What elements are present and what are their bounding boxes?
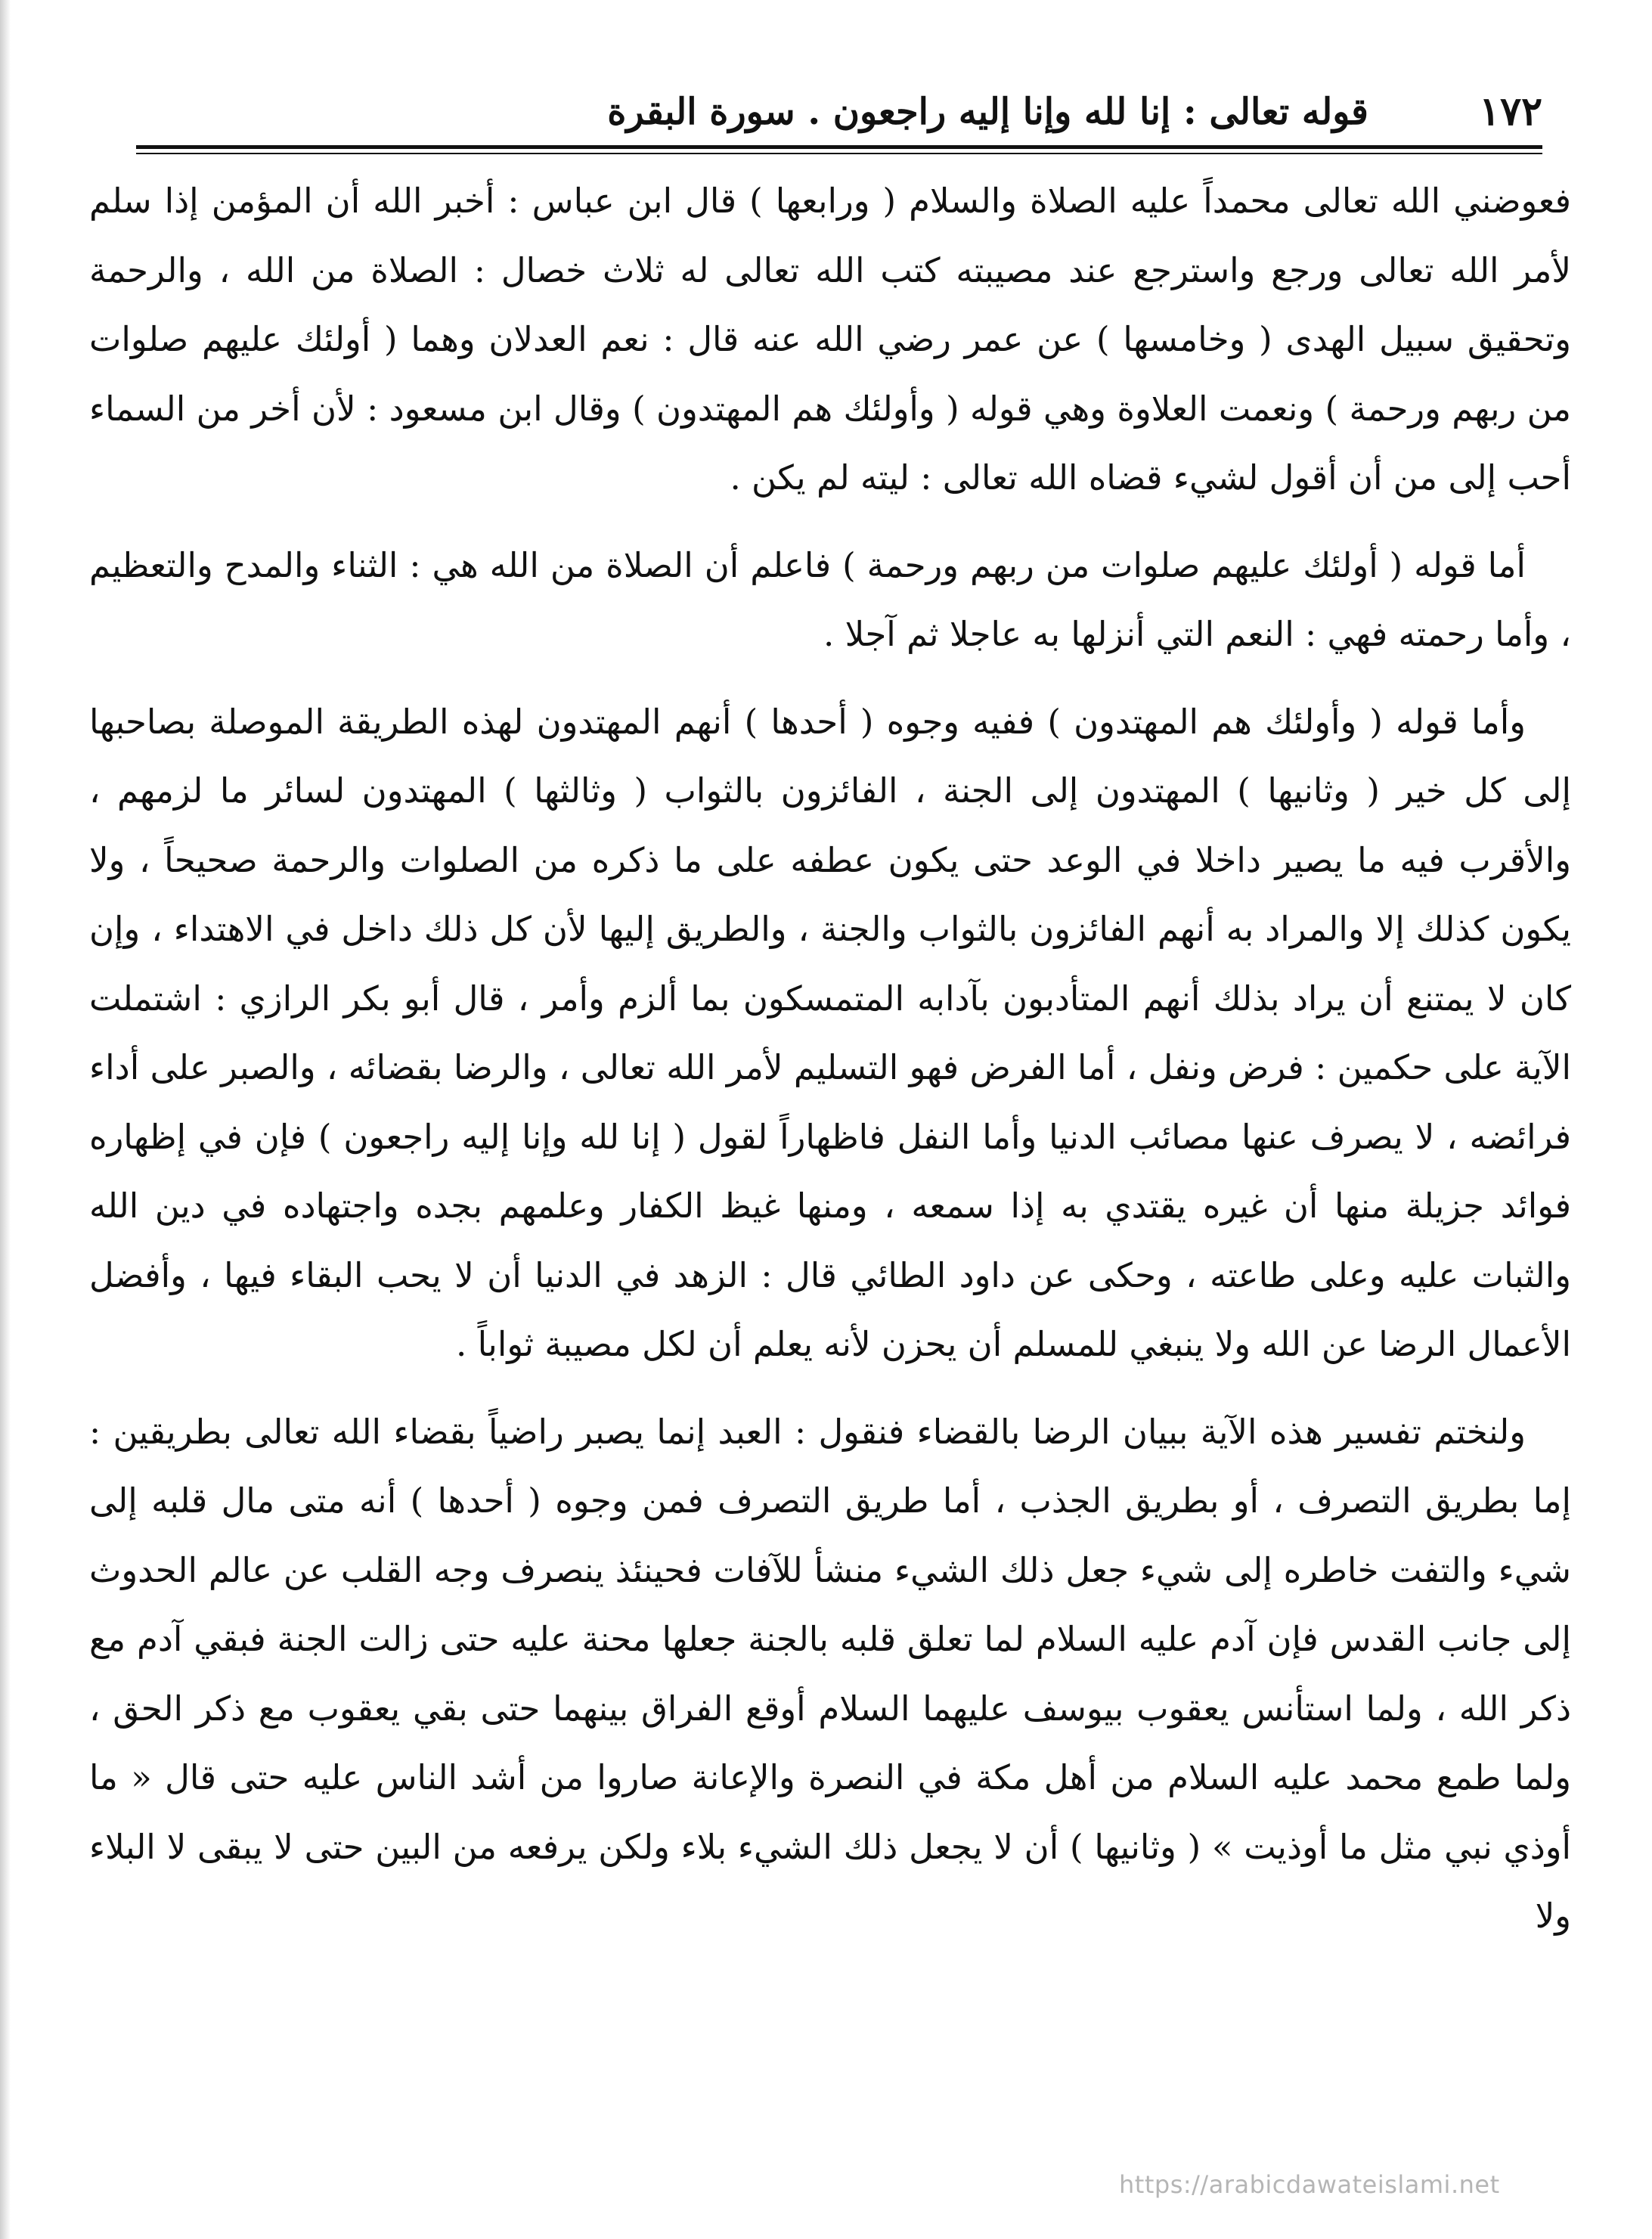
paragraph-3: وأما قوله ( وأولئك هم المهتدون ) ففيه وجوه ( أحدها ) أنهم المهتدون لهذه الطريقة الموصلة بصاحبها إلى كل خير ( وثانيها ) المهتدون إلى الجنة ، الفائزون بالثواب ( وثالثها ) المهتدون لسائر ما لزمهم ، والأقرب فيه ما يصير داخلا في الوعد حتى يكون عطفه على ما ذكره من الصلوات والرحمة صحيحاً ، ولا يكون كذلك إلا والمراد به أنهم الفائزون بالثواب والجنة ، والطريق إليها لأن كل ذلك داخل في الاهتداء ، وإن كان لا يمتنع أن يراد بذلك أنهم المتأدبون بآدابه المتمسكون بما ألزم وأمر ، قال أبو بكر الرازي : اشتملت الآية على حكمين : فرض ونفل ، أما الفرض فهو التسليم لأمر الله تعالى ، والرضا بقضائه ، والصبر على أداء فرائضه ، لا يصرف عنها مصائب الدنيا وأما النفل فاظهاراً لقول ( إنا لله وإنا إليه راجعون ) فإن في إظهاره فوائد جزيلة منها أن غيره يقتدي به إذا سمعه ، ومنها غيظ الكفار وعلمهم بجده واجتهاده في دين الله والثبات عليه وعلى طاعته ، وحكى عن داود الطائي قال : الزهد في الدنيا أن لا يحب البقاء فيها ، وأفضل الأعمال الرضا عن الله ولا ينبغي للمسلم أن يحزن لأنه يعلم أن لكل مصيبة ثواباً .	[89, 701, 1571, 1364]
page-header	[136, 82, 1542, 142]
header-rule-thin	[136, 153, 1542, 154]
paragraph-2: أما قوله ( أولئك عليهم صلوات من ربهم ورحمة ) فاعلم أن الصلاة من الله هي : الثناء والمدح والتعظيم ، وأما رحمته فهي : النعم التي أنزلها به عاجلا ثم آجلا .	[89, 544, 1571, 654]
body-text	[89, 166, 1571, 1951]
watermark-url: https://arabicdawateislami.net	[1119, 2170, 1500, 2199]
page-number: ١٧٢	[1479, 88, 1542, 135]
scan-edge-shadow	[0, 0, 11, 2239]
paragraph-4: ولنختم تفسير هذه الآية ببيان الرضا بالقضاء فنقول : العبد إنما يصبر راضياً بقضاء الله تعالى بطريقين : إما بطريق التصرف ، أو بطريق الجذب ، أما طريق التصرف فمن وجوه ( أحدها ) أنه متى مال قلبه إلى شيء والتفت خاطره إلى شيء جعل ذلك الشيء منشأ للآفات فحينئذ ينصرف وجه القلب عن عالم الحدوث إلى جانب القدس فإن آدم عليه السلام لما تعلق قلبه بالجنة جعلها محنة عليه حتى زالت الجنة فبقي آدم مع ذكر الله ، ولما استأنس يعقوب بيوسف عليهما السلام أوقع الفراق بينهما حتى بقي يعقوب مع ذكر الحق ، ولما طمع محمد عليه السلام من أهل مكة في النصرة والإعانة صاروا من أشد الناس عليه حتى قال « ما أوذي نبي مثل ما أوذيت » ( وثانيها ) أن لا يجعل ذلك الشيء بلاء ولكن يرفعه من البين حتى لا يبقى لا البلاء ولا	[89, 1411, 1571, 1936]
header-rule	[136, 145, 1542, 149]
paragraph-1: فعوضني الله تعالى محمداً عليه الصلاة والسلام ( ورابعها ) قال ابن عباس : أخبر الله أن المؤمن إذا سلم لأمر الله تعالى ورجع واسترجع عند مصيبته كتب الله تعالى له ثلاث خصال : الصلاة من الله ، والرحمة وتحقيق سبيل الهدى ( وخامسها ) عن عمر رضي الله عنه قال : نعم العدلان وهما ( أولئك عليهم صلوات من ربهم ورحمة ) ونعمت العلاوة وهي قوله ( وأولئك هم المهتدون ) وقال ابن مسعود : لأن أخر من السماء أحب إلى من أن أقول لشيء قضاه الله تعالى : ليته لم يكن .	[89, 181, 1571, 498]
running-head: قوله تعالى : إنا لله وإنا إليه راجعون . سورة البقرة	[607, 91, 1368, 133]
